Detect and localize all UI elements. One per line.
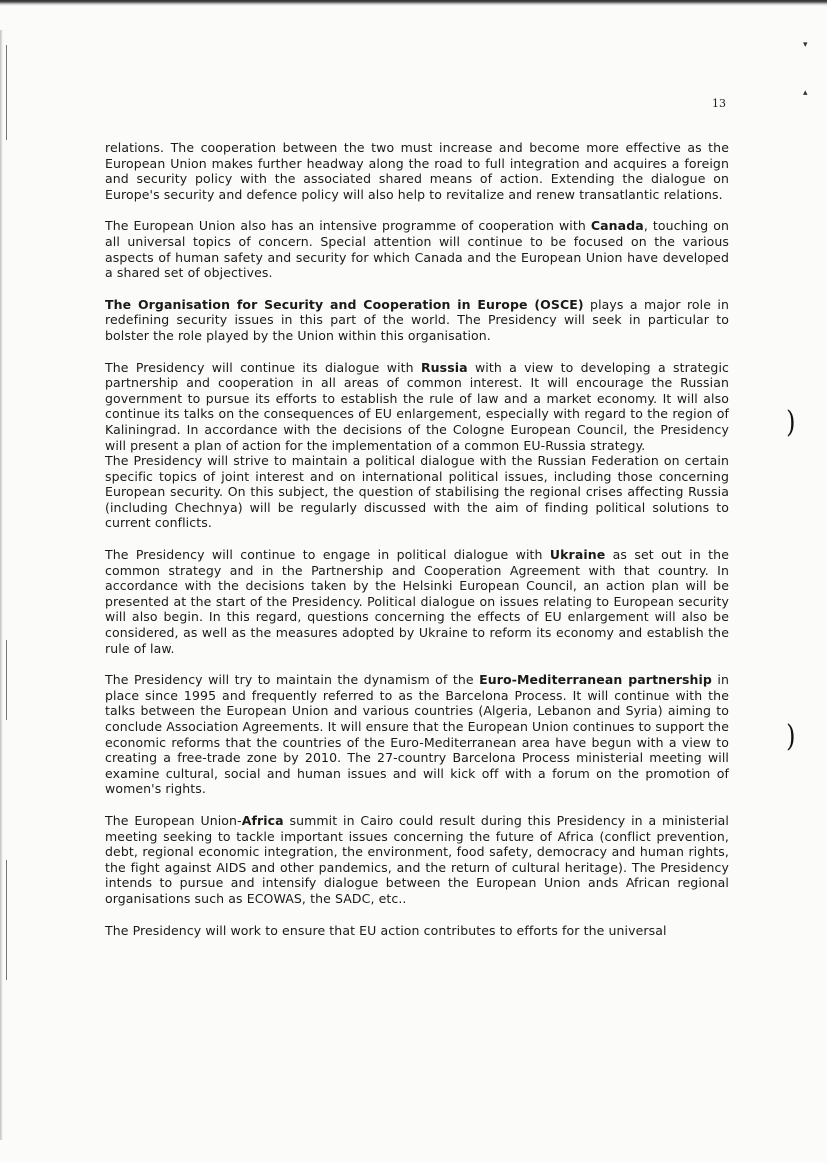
paragraph-africa: The European Union-Africa summit in Cairo could result during this Presidency in a ministerial meeting seeking to tackle important issues concerning the future of Africa (conflict prevention, debt, regional economic integration, the environment, food safety, democracy and human rights, the fight against AIDS and other pandemics, and the return of cultural heritage). The Presidency intends to pursue and intensify dialogue between the European Union ands African regional organisations such as ECOWAS, the SADC, etc.. bbox=[105, 812, 730, 906]
paragraph-canada: The European Union also has an intensive programme of cooperation with Canada, touching on all universal topics of concern. Special attention will continue to be focused on the various aspects of human safety and security for which Canada and the European Union have developed a shared set of objectives. bbox=[105, 218, 729, 281]
margin-bracket-mark: ) bbox=[786, 405, 796, 440]
scan-left-edge bbox=[0, 30, 3, 1140]
keyword-euro-mediterranean: Euro-Mediterranean partnership bbox=[479, 672, 712, 688]
paragraph-osce: The Organisation for Security and Cooperation in Europe (OSCE) plays a major role in redefining security issues in this part of the world. The Presidency will seek in particular to bolster the role played by the Union within this organisation. bbox=[105, 296, 729, 343]
keyword-ukraine: Ukraine bbox=[549, 547, 606, 563]
page-number: 13 bbox=[712, 97, 726, 110]
paragraph-universal: The Presidency will work to ensure that EU action contributes to efforts for the universal bbox=[105, 922, 667, 938]
scan-speck: ▾ bbox=[803, 40, 808, 50]
paragraph-russian-federation: The Presidency will strive to maintain a political dialogue with the Russian Federation on certain specific topics of joint interest and on international political issues, including those concerning European security. On this subject, the question of stabilising the regional crises affecting Russia (including Chechnya) will be regularly discussed with the aim of finding political solutions to current conflicts. bbox=[105, 453, 729, 531]
paragraph-russia: The Presidency will continue its dialogue with Russia with a view to developing a strategic partnership and cooperation in all areas of common interest. It will encourage the Russian government to pursue its efforts to establish the rule of law and a market economy. It will also continue its talks on the consequences of EU enlargement, especially with regard to the region of Kaliningrad. In accordance with the decisions of the Cologne European Council, the Presidency will present a plan of action for the implementation of a common EU-Russia strategy. bbox=[105, 359, 729, 453]
scan-top-edge bbox=[0, 0, 827, 6]
keyword-canada: Canada bbox=[590, 218, 644, 234]
scan-left-line bbox=[6, 860, 7, 980]
keyword-africa: Africa bbox=[241, 812, 284, 828]
margin-bracket-mark: ) bbox=[786, 719, 796, 754]
keyword-russia: Russia bbox=[420, 359, 468, 375]
scan-speck: ▴ bbox=[803, 88, 808, 98]
scan-left-line bbox=[6, 45, 7, 140]
document-body bbox=[105, 140, 729, 954]
scan-left-line bbox=[6, 640, 7, 720]
paragraph-euro-mediterranean: The Presidency will try to maintain the dynamism of the Euro-Mediterranean partnership in place since 1995 and frequently referred to as the Barcelona Process. It will continue with the talks between the European Union and various countries (Algeria, Lebanon and Syria) aiming to conclude Association Agreements. It will ensure that the European Union continues to support the economic reforms that the countries of the Euro-Mediterranean area have begun with a view to creating a free-trade zone by 2010. The 27-country Barcelona Process ministerial meeting will examine cultural, social and human issues and will kick off with a forum on the promotion of women's rights. bbox=[105, 672, 730, 797]
paragraph-ukraine: The Presidency will continue to engage in political dialogue with Ukraine as set out in the common strategy and in the Partnership and Cooperation Agreement with that country. In accordance with the decisions taken by the Helsinki European Council, an action plan will be presented at the start of the Presidency. Political dialogue on issues relating to European security will also begin. In this regard, questions concerning the effects of EU enlargement will also be considered, as well as the measures adopted by Ukraine to reform its economy and establish the rule of law. bbox=[105, 547, 729, 656]
paragraph-transatlantic: relations. The cooperation between the two must increase and become more effective as the European Union makes further headway along the road to full integration and acquires a foreign and security policy with the associated shared means of action. Extending the dialogue on Europe's security and defence policy will also help to revitalize and renew transatlantic relations. bbox=[105, 140, 729, 202]
keyword-osce: The Organisation for Security and Cooperation in Europe (OSCE) bbox=[105, 296, 584, 312]
